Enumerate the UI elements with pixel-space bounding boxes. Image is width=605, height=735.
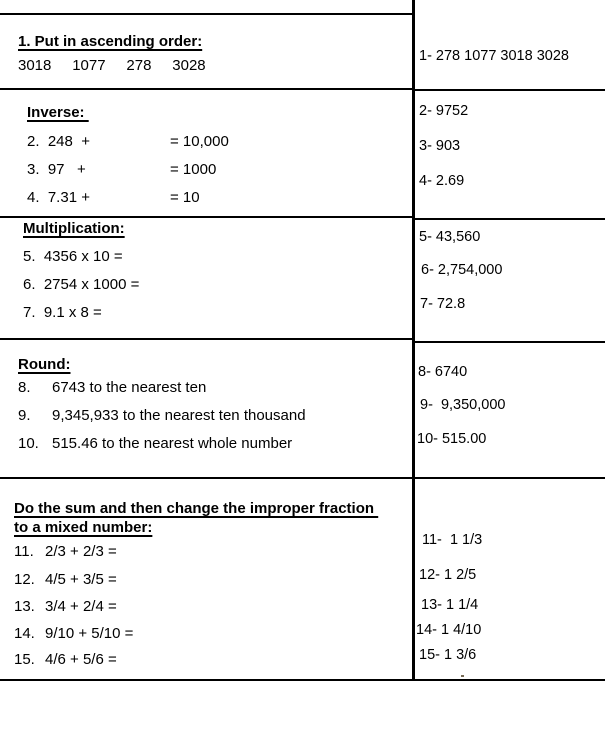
section1-top-line [0, 13, 415, 15]
question-7: 7. 9.1 x 8 = [23, 304, 102, 321]
answer-3: 3- 903 [419, 138, 461, 154]
question-13-text: 3/4 + 2/4 = [45, 598, 117, 615]
question-4-equals: = 10 [170, 189, 200, 206]
section2-top-line-right [412, 89, 605, 91]
question-11-text: 2/3 + 2/3 = [45, 543, 117, 560]
answer-6: 6- 2,754,000 [421, 262, 503, 278]
question-5: 5. 4356 x 10 = [23, 248, 123, 265]
question-9-number: 9. [18, 407, 31, 424]
question-12-number: 12. [14, 571, 35, 588]
question-14-number: 14. [14, 625, 35, 642]
answer-4: 4- 2.69 [419, 173, 465, 189]
heading-ascending-order: 1. Put in ascending order: [18, 33, 203, 50]
bottom-line [0, 679, 605, 681]
section2-top-line-left [0, 88, 415, 90]
question-2-equals: = 10,000 [170, 133, 229, 150]
answer-14: 14- 1 4/10 [416, 622, 482, 638]
answer-8: 8- 6740 [418, 364, 468, 380]
section3-top-line-right [412, 218, 605, 220]
question-14-text: 9/10 + 5/10 = [45, 625, 134, 642]
answer-10: 10- 515.00 [417, 431, 487, 447]
answer-9: 9- 9,350,000 [420, 397, 506, 413]
ink-dot [461, 675, 464, 677]
answer-7: 7- 72.8 [420, 296, 466, 312]
section5-top-line-right [412, 477, 605, 479]
question-9-text: 9,345,933 to the nearest ten thousand [52, 407, 306, 424]
answer-1: 1- 278 1077 3018 3028 [419, 48, 569, 64]
section3-top-line-left [0, 216, 415, 218]
heading-fractions-line1: Do the sum and then change the improper fraction [14, 500, 379, 517]
question-8-text: 6743 to the nearest ten [52, 379, 207, 396]
question-4: 4. 7.31 + [27, 189, 90, 206]
question-15-number: 15. [14, 651, 35, 668]
answer-12: 12- 1 2/5 [419, 567, 477, 583]
heading-fractions-line2: to a mixed number: [14, 519, 153, 536]
question-13-number: 13. [14, 598, 35, 615]
question-6: 6. 2754 x 1000 = [23, 276, 140, 293]
heading-inverse: Inverse: [27, 104, 89, 121]
section4-top-line-left [0, 338, 415, 340]
question-12-text: 4/5 + 3/5 = [45, 571, 117, 588]
question-15-text: 4/6 + 5/6 = [45, 651, 117, 668]
heading-multiplication: Multiplication: [23, 220, 125, 237]
section4-top-line-right [412, 341, 605, 343]
section5-top-line-left [0, 477, 415, 479]
answer-15: 15- 1 3/6 [419, 647, 477, 663]
question-3-equals: = 1000 [170, 161, 217, 178]
question-3: 3. 97 + [27, 161, 86, 178]
question-2: 2. 248 + [27, 133, 90, 150]
answer-5: 5- 43,560 [419, 229, 481, 245]
answer-2: 2- 9752 [419, 103, 469, 119]
question-1-numbers: 3018 1077 278 3028 [18, 57, 206, 74]
question-11-number: 11. [14, 543, 34, 560]
answer-13: 13- 1 1/4 [421, 597, 479, 613]
answer-11: 11- 1 1/3 [422, 532, 483, 548]
question-8-number: 8. [18, 379, 31, 396]
question-10-text: 515.46 to the nearest whole number [52, 435, 293, 452]
question-10-number: 10. [18, 435, 39, 452]
heading-round: Round: [18, 356, 71, 373]
